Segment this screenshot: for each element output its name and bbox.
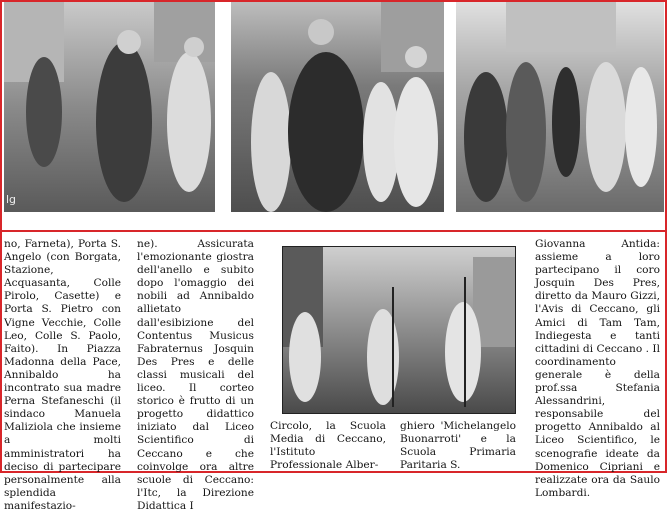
article-column-2: ne). Assicurata l'emozionante giostra dell'anello e subito dopo l'omaggio dei nobili ad Annibaldo allietato dall'esibizione del Contentus Musicus Fabraternus Josquin Des Pres e delle classi musicali del liceo. Il corteo storico è frutto di un progetto didattico iniziato dal Liceo Scientifico di Ceccano e che coinvolge ora altre scuole di Ceccano: l'Itc, la Direzione Didattica I bbox=[137, 238, 254, 512]
separator-line bbox=[2, 230, 665, 232]
article-column-1: no, Farneta), Porta S. Angelo (con Borgata, Stazione, Acquasanta, Colle Pirolo, Casette) e Porta S. Pietro con Vigne Vecchie, Colle Leo, Colle S. Paolo, Faito). In Piazza Madonna della Pace, Annibaldo ha incontrato sua madre Perna Stefaneschi (il sindaco Manuela Maliziola che insieme a molti amministratori ha deciso di partecipare personalmente alla splendida manifestazio- bbox=[4, 238, 121, 512]
article-column-3a: Circolo, la Scuola Media di Ceccano, l'Istituto Professionale Alber- bbox=[270, 420, 386, 472]
frame-left bbox=[0, 0, 2, 473]
article-column-4: Giovanna Antida: assieme a loro partecipano il coro Josquin Des Pres, diretto da Mauro Gizzi, l'Avis di Ceccano, gli Amici di Tam Tam, Indiegesta e tanti cittadini di Ceccano . Il coordinamento generale è della prof.ssa Stefania Alessandrini, responsabile del progetto Annibaldo al Liceo Scientifico, le scenografie ideate da Domenico Cipriani e realizzate ora da Saulo Lombardi. bbox=[535, 238, 660, 499]
photo-credit: lg bbox=[6, 193, 17, 206]
article-column-3b: ghiero 'Michelangelo Buonarroti' e la Scuola Primaria Paritaria S. bbox=[400, 420, 516, 472]
photo-parade-women bbox=[4, 2, 215, 212]
photo-parade-youths bbox=[231, 2, 444, 212]
photo-parade-standard-bearers bbox=[282, 246, 516, 414]
photo-parade-costumes bbox=[456, 2, 664, 212]
